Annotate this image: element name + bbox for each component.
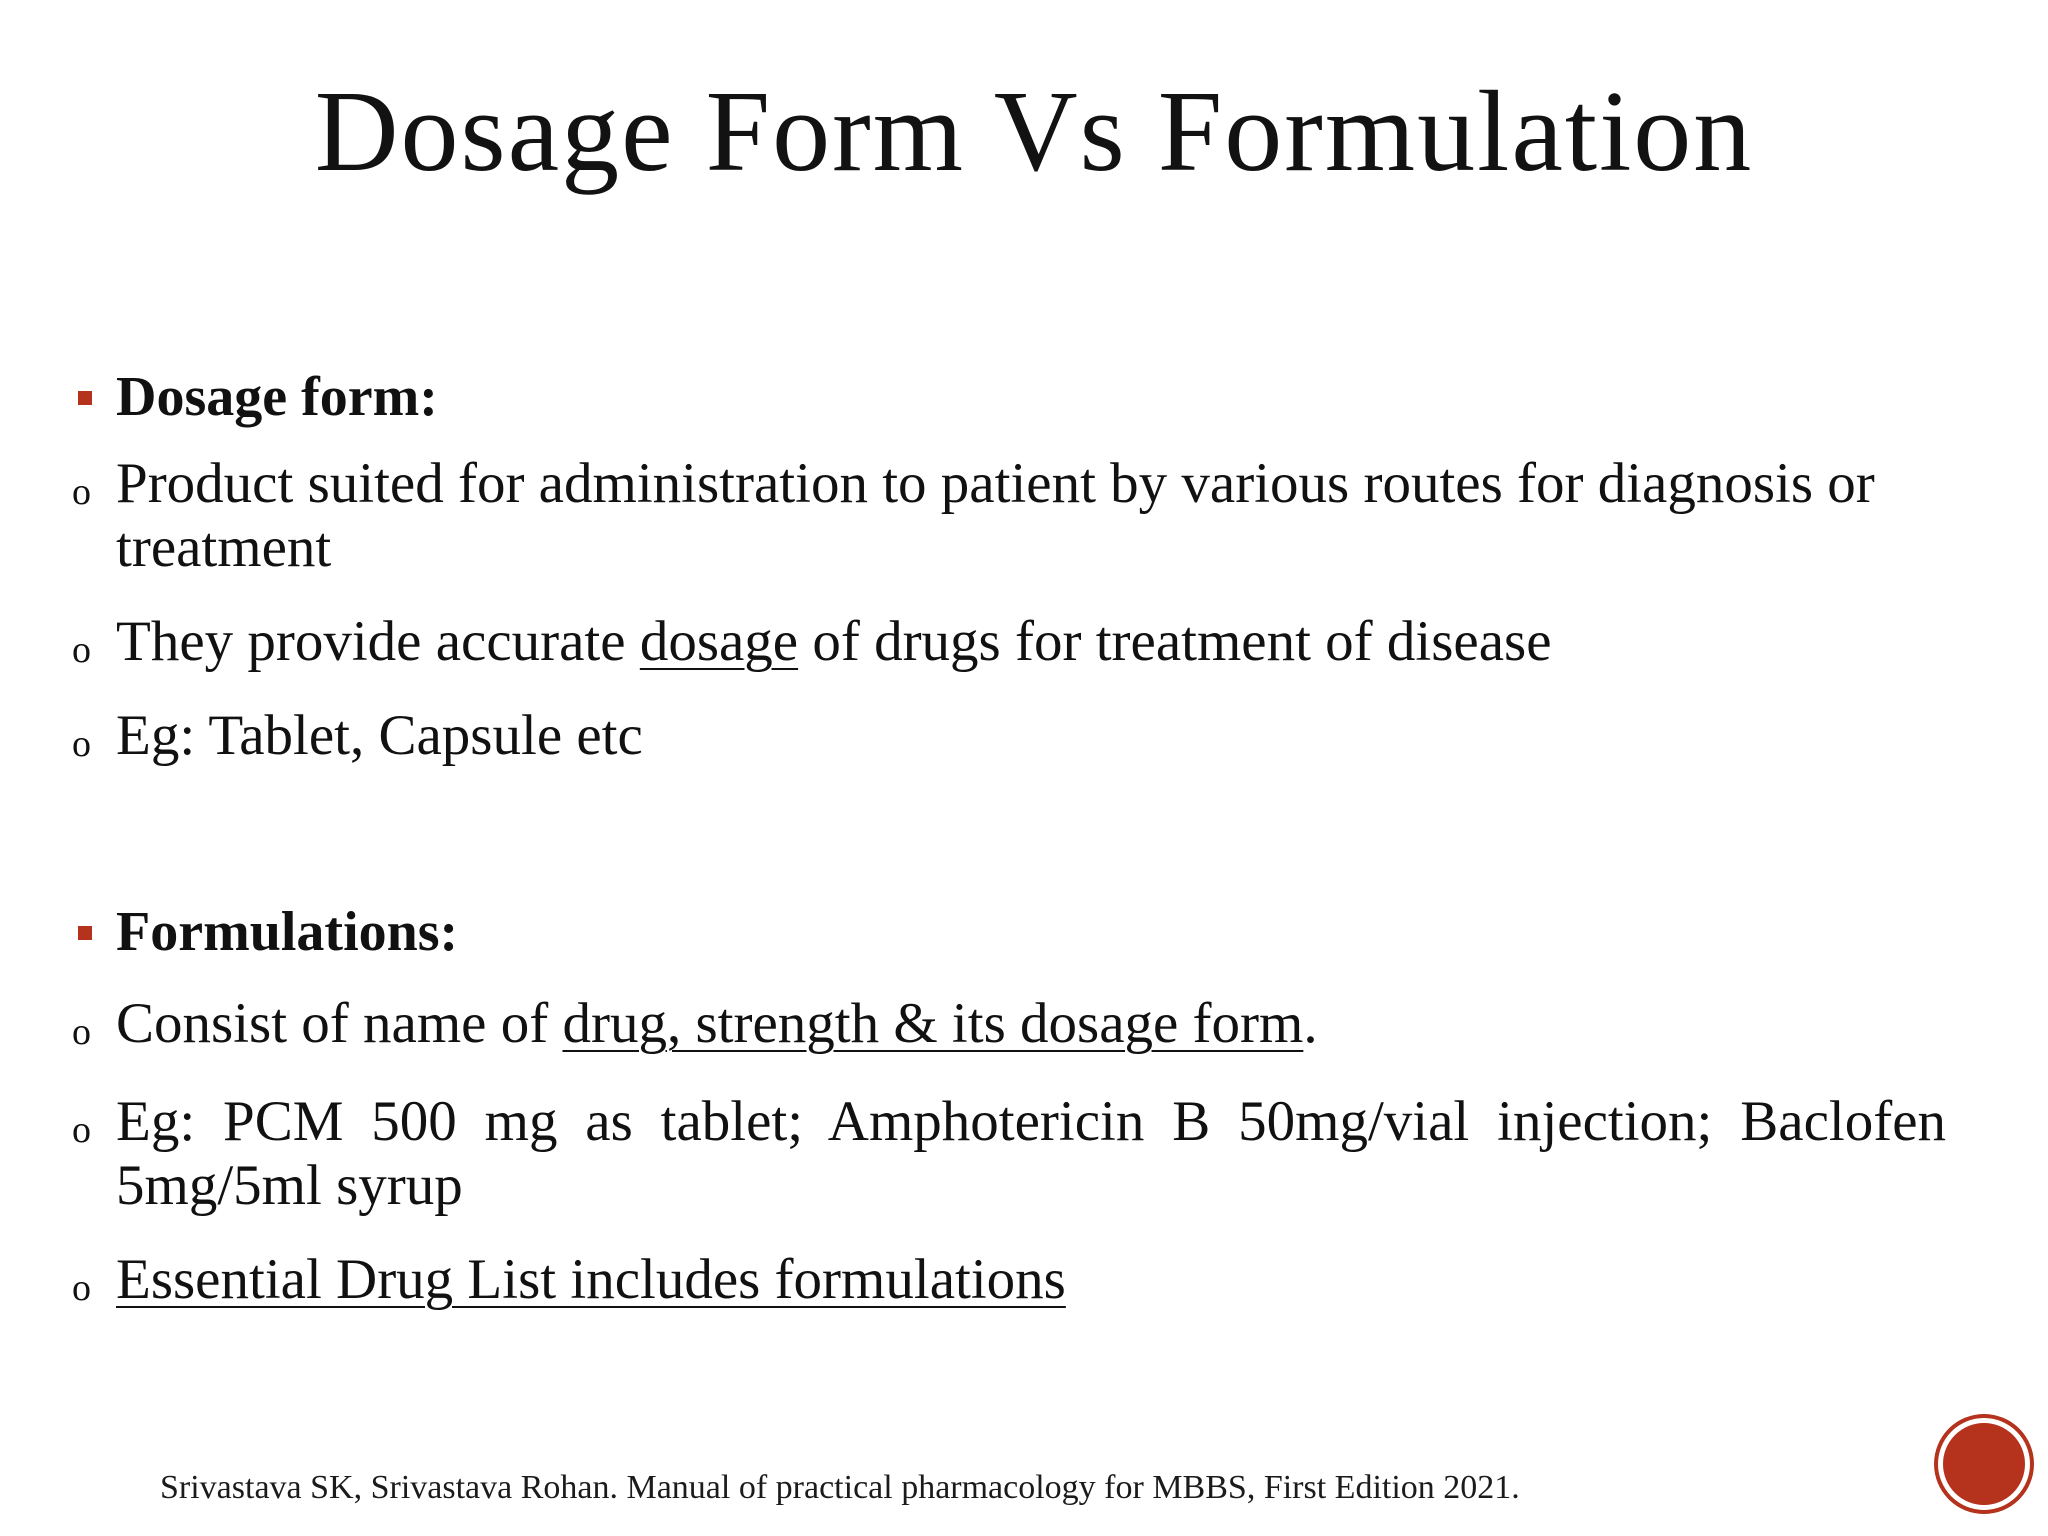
item-text bbox=[116, 1248, 1966, 1312]
underlined-term: drug, strength & its dosage form bbox=[562, 992, 1304, 1055]
next-slide-button[interactable] bbox=[1938, 1418, 2030, 1510]
circle-bullet-icon: o bbox=[72, 471, 91, 513]
square-bullet-icon bbox=[78, 391, 92, 405]
item-text: Product suited for administration to patient by various routes for diagnosis or treatment bbox=[116, 452, 1875, 579]
square-bullet-icon bbox=[78, 926, 92, 940]
circle-bullet-icon: o bbox=[72, 1267, 91, 1309]
circle-bullet-icon: o bbox=[72, 1011, 91, 1053]
slide-title: Dosage Form Vs Formulation bbox=[314, 68, 1754, 196]
circle-bullet-icon: o bbox=[72, 629, 91, 671]
circle-bullet-icon: o bbox=[72, 1109, 91, 1151]
item-text: Eg: PCM 500 mg as tablet; Amphotericin B 50mg/vial injection; Baclofen 5mg/5ml syrup bbox=[116, 1090, 1946, 1217]
heading-text: Formulations: bbox=[116, 901, 459, 963]
circle-bullet-icon: o bbox=[72, 723, 91, 765]
underlined-term: dosage bbox=[639, 610, 799, 673]
item-text: Eg: Tablet, Capsule etc bbox=[116, 704, 643, 767]
citation: Srivastava SK, Srivastava Rohan. Manual of practical pharmacology for MBBS, First Edition 2021. bbox=[160, 1469, 1520, 1506]
item-text: They provide accurate dosage of drugs for treatment of disease bbox=[116, 610, 1552, 673]
underlined-term: Essential Drug List includes formulations bbox=[116, 1248, 1066, 1311]
heading-text: Dosage form: bbox=[116, 366, 438, 428]
item-text: Consist of name of drug, strength & its dosage form. bbox=[116, 992, 1318, 1055]
